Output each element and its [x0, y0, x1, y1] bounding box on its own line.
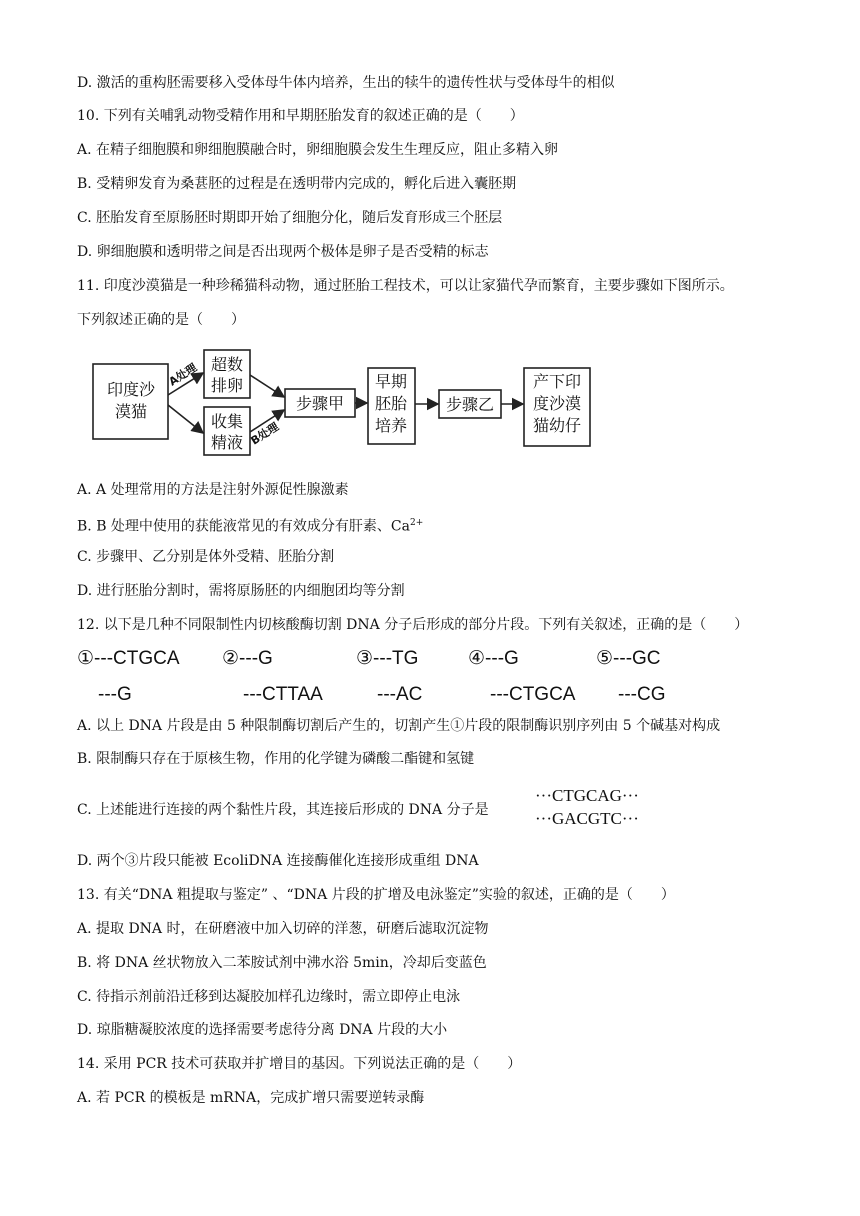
duplex-top-strand: ···CTGCAG··· — [535, 786, 639, 805]
q14-option-a: A. 若 PCR 的模板是 mRNA，完成扩增只需要逆转录酶 — [77, 1090, 425, 1106]
egg-label-1: 超数 — [210, 355, 244, 374]
fragment-2-bottom: ---CTTAA — [243, 684, 323, 705]
sperm-label-2: 精液 — [210, 433, 244, 452]
fragment-1-top: ①---CTGCA — [77, 648, 180, 669]
result-label-3: 猫幼仔 — [532, 416, 582, 435]
q12-option-b: B. 限制酶只存在于原核生物，作用的化学键为磷酸二酯键和氢键 — [77, 751, 475, 767]
q9-option-d: D. 激活的重构胚需要移入受体母牛体内培养，生出的犊牛的遗传性状与受体母牛的相似 — [77, 75, 615, 91]
duplex-bottom-strand: ···GACGTC··· — [535, 809, 639, 828]
sperm-label-1: 收集 — [210, 412, 244, 431]
ca-superscript: 2+ — [409, 518, 424, 528]
q11-option-d: D. 进行胚胎分割时，需将原肠胚的内细胞团均等分割 — [77, 583, 405, 599]
b-treatment-label: B处理 — [248, 420, 282, 448]
step-b-label: 步骤乙 — [445, 395, 495, 414]
box-result — [524, 368, 590, 446]
q10-stem: 10. 下列有关哺乳动物受精作用和早期胚胎发育的叙述正确的是（ ） — [77, 108, 524, 124]
fragment-3-top: ③---TG — [356, 648, 419, 669]
fragment-2-top: ②---G — [222, 648, 273, 669]
q11-option-a: A. A 处理常用的方法是注射外源促性腺激素 — [77, 482, 349, 498]
q12-stem: 12. 以下是几种不同限制性内切核酸酶切割 DNA 分子后形成的部分片段。下列有关叙述，正确的是（ ） — [77, 617, 749, 633]
q12-option-a: A. 以上 DNA 片段是由 5 种限制酶切割后产生的，切割产生①片段的限制酶识别序列由 5 个碱基对构成 — [77, 718, 721, 734]
cat-label-1: 印度沙 — [106, 380, 156, 399]
result-label-1: 产下印 — [532, 372, 582, 391]
q11-option-b — [77, 514, 423, 536]
q11-stem-line2: 下列叙述正确的是（ ） — [77, 312, 245, 328]
cat-label-2: 漠猫 — [114, 402, 148, 421]
result-label-2: 度沙漠 — [532, 394, 582, 413]
egg-label-2: 排卵 — [210, 376, 244, 395]
q11-stem-line1: 11. 印度沙漠猫是一种珍稀猫科动物，通过胚胎工程技术，可以让家猫代孕而繁育，主要步骤如下图所示。 — [77, 278, 734, 294]
box-step-a — [285, 389, 355, 417]
arrow-sperm-step-a — [250, 410, 284, 432]
box-sperm — [204, 407, 250, 455]
q10-option-d: D. 卵细胞膜和透明带之间是否出现两个极体是卵子是否受精的标志 — [77, 244, 489, 260]
culture-label-2: 胚胎 — [374, 394, 408, 413]
culture-label-1: 早期 — [374, 372, 408, 391]
arrow-cat-sperm — [168, 405, 203, 433]
fragment-3-bottom: ---AC — [377, 684, 423, 705]
q12-option-c: C. 上述能进行连接的两个黏性片段，其连接后形成的 DNA 分子是 — [77, 802, 489, 818]
q13-option-c: C. 待指示剂前沿迁移到达凝胶加样孔边缘时，需立即停止电泳 — [77, 989, 461, 1005]
box-culture — [368, 368, 415, 444]
q12-option-d: D. 两个③片段只能被 EcoliDNA 连接酶催化连接形成重组 DNA — [77, 853, 479, 869]
arrow-egg-step-a — [250, 375, 284, 397]
box-step-b — [439, 390, 501, 418]
q13-stem: 13. 有关“DNA 粗提取与鉴定” 、“DNA 片段的扩增及电泳鉴定”实验的叙述，正确的是（ ） — [77, 887, 675, 903]
q10-option-a: A. 在精子细胞膜和卵细胞膜融合时，卵细胞膜会发生生理反应，阻止多精入卵 — [77, 142, 559, 158]
box-cat — [93, 364, 168, 439]
q10-option-b: B. 受精卵发育为桑葚胚的过程是在透明带内完成的，孵化后进入囊胚期 — [77, 176, 517, 192]
q13-option-a: A. 提取 DNA 时，在研磨液中加入切碎的洋葱，研磨后滤取沉淀物 — [77, 921, 489, 937]
step-a-label: 步骤甲 — [295, 394, 345, 413]
ligated-dna-duplex — [535, 784, 639, 830]
q14-stem: 14. 采用 PCR 技术可获取并扩增目的基因。下列说法正确的是（ ） — [77, 1056, 522, 1072]
arrow-cat-egg — [168, 373, 203, 395]
q13-option-d: D. 琼脂糖凝胶浓度的选择需要考虑待分离 DNA 片段的大小 — [77, 1022, 448, 1038]
q11-option-b-text: B. B 处理中使用的获能液常见的有效成分有肝素、Ca — [77, 518, 410, 535]
fragment-4-top: ④---G — [468, 648, 519, 669]
q10-option-c: C. 胚胎发育至原肠胚时期即开始了细胞分化，随后发育形成三个胚层 — [77, 210, 503, 226]
fragment-1-bottom: ---G — [98, 684, 132, 705]
a-treatment-label: A处理 — [166, 360, 200, 389]
box-egg — [204, 350, 250, 398]
fragment-5-top: ⑤---GC — [596, 648, 661, 669]
fragment-4-bottom: ---CTGCA — [490, 684, 576, 705]
q11-option-c: C. 步骤甲、乙分别是体外受精、胚胎分割 — [77, 549, 335, 565]
culture-label-3: 培养 — [374, 416, 408, 435]
fragment-5-bottom: ---CG — [618, 684, 666, 705]
q13-option-b: B. 将 DNA 丝状物放入二苯胺试剂中沸水浴 5min，冷却后变蓝色 — [77, 955, 487, 971]
